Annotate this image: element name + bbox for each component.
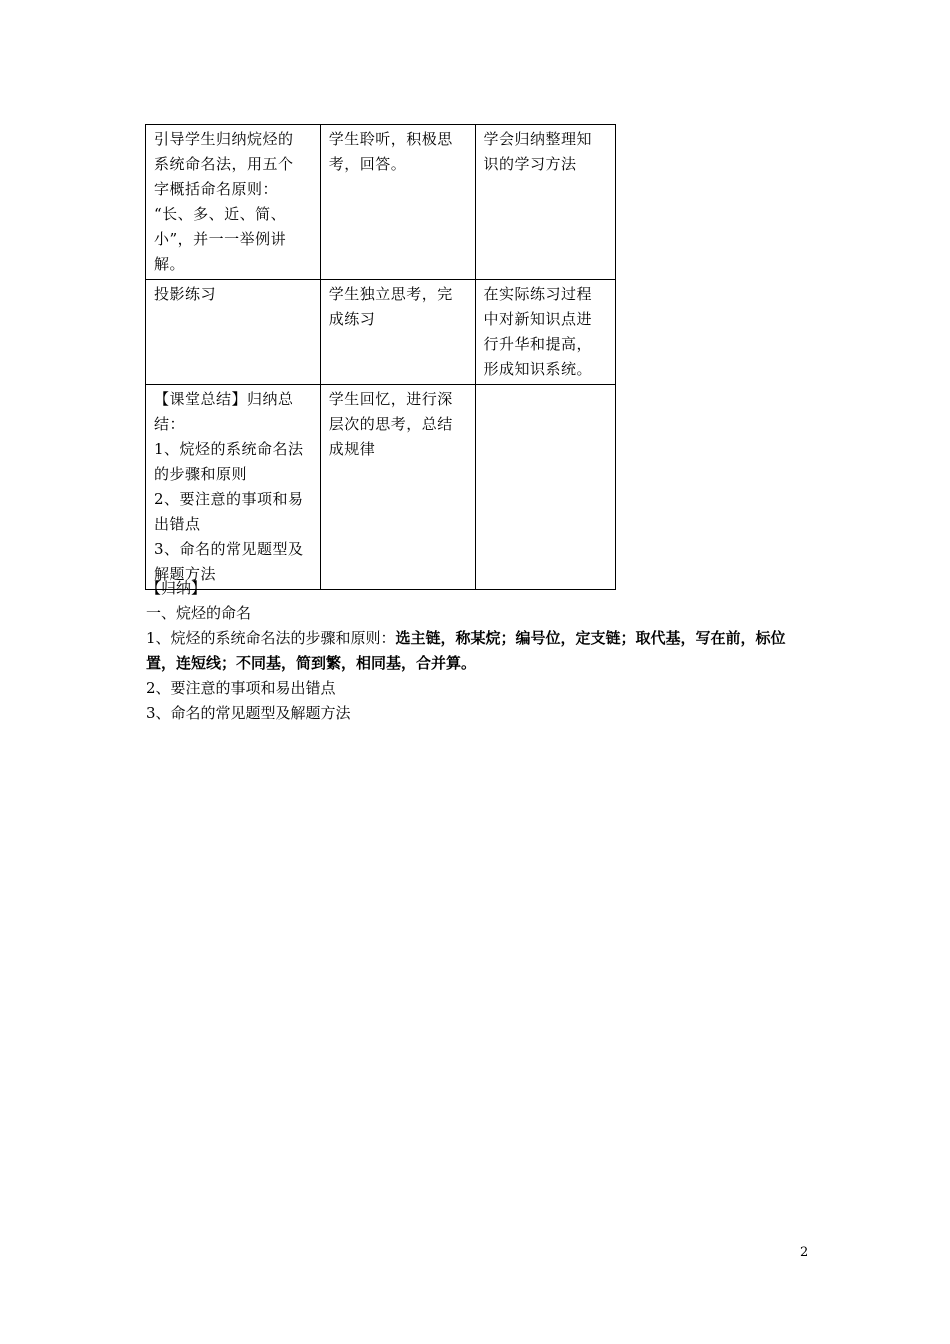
table-row [146, 385, 616, 590]
cell-line: 成练习 [328, 310, 376, 328]
cell-line: 学生独立思考，完 [328, 285, 453, 303]
section-title: 一、烷烃的命名 [146, 604, 252, 622]
cell-line: 3、命名的常见题型及 [154, 540, 304, 558]
summary-item-1-prefix: 1、烷烃的系统命名法的步骤和原则： [146, 629, 396, 647]
design-purpose-cell [475, 125, 615, 280]
cell-line: 学会归纳整理知 [483, 130, 593, 148]
student-activity-cell [320, 280, 475, 385]
summary-section [146, 576, 826, 726]
naming-rules-line-2: 置，连短线；不同基，简到繁，相同基，合并算。 [146, 654, 477, 672]
table-row [146, 125, 616, 280]
cell-line: 引导学生归纳烷烃的 [154, 130, 294, 148]
design-purpose-cell [475, 280, 615, 385]
cell-line: 2、要注意的事项和易 [154, 490, 304, 508]
cell-line: 成规律 [328, 440, 376, 458]
cell-line: 考，回答。 [328, 155, 407, 173]
summary-item-2: 2、要注意的事项和易出错点 [146, 679, 336, 697]
summary-item-3: 3、命名的常见题型及解题方法 [146, 704, 351, 722]
cell-line: 1、烷烃的系统命名法 [154, 440, 304, 458]
cell-line: 行升华和提高， [483, 335, 593, 353]
cell-line: 的步骤和原则 [154, 465, 248, 483]
naming-rules-line-1: 选主链，称某烷；编号位，定支链；取代基，写在前，标位 [395, 629, 786, 647]
cell-line: 结： [154, 415, 186, 433]
cell-line: 学生回忆，进行深 [328, 390, 453, 408]
cell-line: 解题方法 [154, 565, 217, 583]
summary-heading: 【归纳】 [146, 579, 207, 597]
cell-line: 系统命名法，用五个 [154, 155, 294, 173]
cell-line: 解。 [154, 255, 186, 273]
cell-line: 字概括命名原则： [154, 180, 279, 198]
teacher-activity-cell [146, 385, 321, 590]
cell-line: 【课堂总结】归纳总 [154, 390, 294, 408]
cell-line: 投影练习 [154, 285, 217, 303]
design-purpose-cell [475, 385, 615, 590]
cell-line: “长、多、近、简、 [154, 205, 287, 223]
cell-line: 出错点 [154, 515, 201, 533]
cell-line: 层次的思考，总结 [328, 415, 453, 433]
table-row [146, 280, 616, 385]
teacher-activity-cell [146, 125, 321, 280]
cell-line: 识的学习方法 [483, 155, 577, 173]
cell-line: 学生聆听，积极思 [328, 130, 453, 148]
cell-line: 在实际练习过程 [483, 285, 593, 303]
teacher-activity-cell [146, 280, 321, 385]
cell-line: 中对新知识点进 [483, 310, 593, 328]
page-number: 2 [800, 1245, 809, 1260]
cell-line: 小”，并一一举例讲 [154, 230, 287, 248]
cell-line: 形成知识系统。 [483, 360, 593, 378]
student-activity-cell [320, 125, 475, 280]
summary-item-1 [146, 626, 826, 651]
lesson-plan-table [145, 124, 616, 590]
student-activity-cell [320, 385, 475, 590]
